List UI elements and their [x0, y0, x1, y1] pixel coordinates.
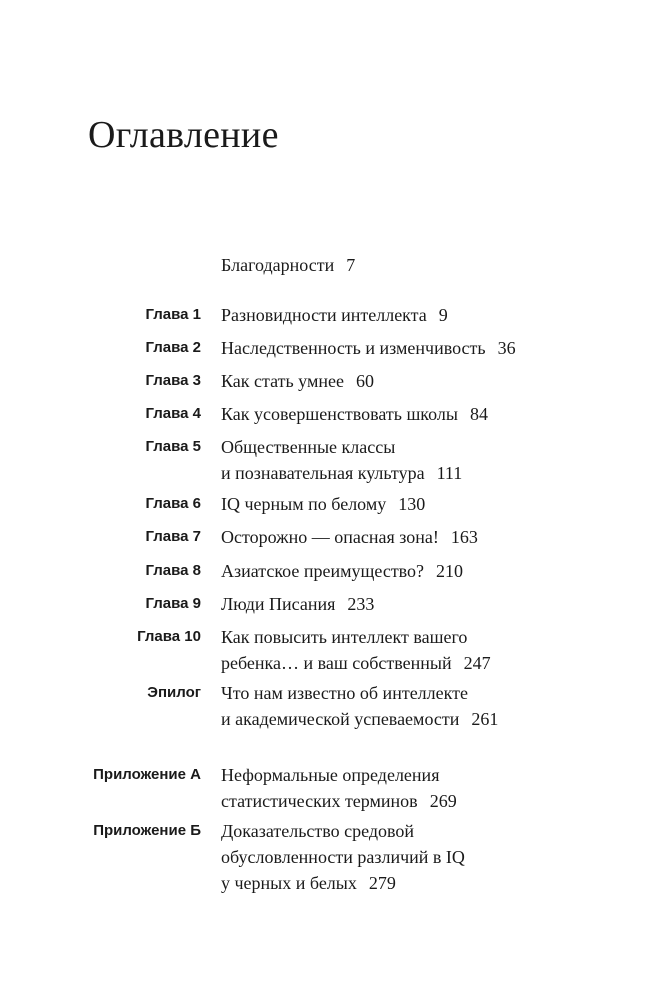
toc-entry-title: Как повысить интеллект вашего — [221, 627, 468, 647]
toc-entry-text — [221, 624, 491, 676]
toc-page-number: 163 — [450, 527, 478, 547]
toc-chapter-label: Глава 4 — [145, 405, 201, 422]
toc-entry-title: IQ черным по белому — [221, 494, 387, 514]
toc-entry-title: Осторожно — опасная зона! — [221, 527, 439, 547]
toc-entry-title: Что нам известно об интеллекте — [221, 683, 468, 703]
toc-page-number: 111 — [436, 463, 463, 483]
toc-entry-text — [221, 335, 516, 361]
toc-entry-title: и познавательная культура — [221, 463, 425, 483]
toc-chapter-label: Глава 5 — [145, 438, 201, 455]
toc-entry-title: Люди Писания — [221, 594, 336, 614]
toc-entry-text — [221, 302, 448, 328]
toc-entry-title: у черных и белых — [221, 873, 357, 893]
toc-page-number: 269 — [429, 791, 457, 811]
toc-page-number: 130 — [398, 494, 426, 514]
toc-appendix-label: Приложение Б — [93, 822, 201, 839]
toc-page-number: 210 — [436, 561, 464, 581]
toc-entry-text — [221, 491, 425, 517]
toc-page-number: 84 — [469, 404, 488, 424]
toc-entry-title: Неформальные определения — [221, 765, 440, 785]
toc-page-number: 36 — [497, 338, 516, 358]
toc-entry-title: обусловленности различий в IQ — [221, 847, 465, 867]
toc-entry-title: Азиатское преимущество? — [221, 561, 425, 581]
toc-page-number: 247 — [463, 653, 491, 673]
toc-chapter-label: Глава 9 — [145, 595, 201, 612]
toc-page-number: 9 — [438, 305, 448, 325]
toc-entry-text — [221, 368, 374, 394]
toc-entry-title: Разновидности интеллекта — [221, 305, 427, 325]
toc-entry-text — [221, 524, 478, 550]
toc-entry-text — [221, 434, 462, 486]
toc-chapter-label: Глава 1 — [145, 306, 201, 323]
toc-page-number: 261 — [471, 709, 499, 729]
toc-entry-text — [221, 401, 488, 427]
toc-chapter-label: Глава 7 — [145, 528, 201, 545]
toc-entry-text — [221, 680, 498, 732]
toc-entry-text — [221, 818, 465, 896]
toc-page-number: 279 — [368, 873, 396, 893]
toc-entry-title: Общественные классы — [221, 437, 396, 457]
toc-entry-text — [221, 762, 457, 814]
toc-entry-title: и академической успеваемости — [221, 709, 460, 729]
toc-page-number: 60 — [355, 371, 374, 391]
page-title: Оглавление — [88, 114, 279, 156]
toc-entry-title: Как усовершенствовать школы — [221, 404, 458, 424]
toc-page-number: 7 — [346, 255, 356, 275]
toc-appendix-label: Приложение А — [93, 766, 201, 783]
toc-chapter-label: Глава 10 — [137, 628, 201, 645]
toc-entry-title: Доказательство средовой — [221, 821, 415, 841]
toc-entry-text — [221, 591, 374, 617]
toc-entry-text — [221, 252, 355, 278]
toc-entry-text — [221, 558, 463, 584]
toc-chapter-label: Глава 8 — [145, 562, 201, 579]
toc-chapter-label: Глава 3 — [145, 372, 201, 389]
toc-entry-title: ребенка… и ваш собственный — [221, 653, 452, 673]
toc-entry-title: Благодарности — [221, 255, 335, 275]
toc-entry-title: Как стать умнее — [221, 371, 344, 391]
toc-chapter-label: Глава 2 — [145, 339, 201, 356]
toc-chapter-label: Эпилог — [147, 684, 201, 701]
toc-entry-title: Наследственность и изменчивость — [221, 338, 486, 358]
toc-chapter-label: Глава 6 — [145, 495, 201, 512]
toc-entry-title: статистических терминов — [221, 791, 418, 811]
toc-page-number: 233 — [347, 594, 375, 614]
